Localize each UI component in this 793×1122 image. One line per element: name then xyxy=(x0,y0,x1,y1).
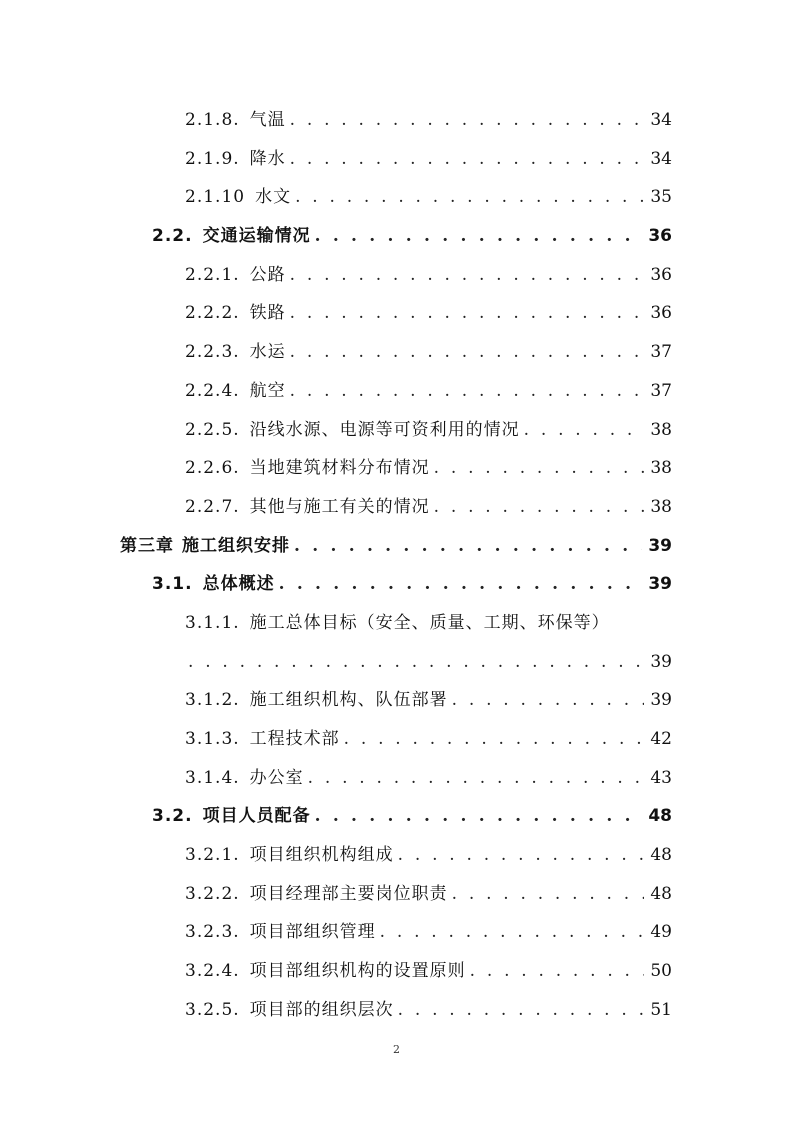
toc-entry-2-2-6[interactable] xyxy=(0,449,793,488)
toc-entry-page: 48 xyxy=(650,883,672,904)
table-of-contents xyxy=(0,101,793,1030)
toc-entry-2-1-10[interactable] xyxy=(0,178,793,217)
toc-entry-title: 项目人员配备 xyxy=(202,806,311,827)
toc-dot-leader xyxy=(290,333,645,372)
toc-entry-number: 2.2.4. xyxy=(185,380,240,401)
toc-dot-leader xyxy=(315,217,643,256)
toc-entry-number: 3.1.1. xyxy=(185,612,240,633)
toc-dot-leader xyxy=(290,140,645,179)
toc-entry-title: 项目经理部主要岗位职责 xyxy=(249,883,448,904)
toc-entry-number: 2.2. xyxy=(152,226,193,247)
toc-entry-3-2-5[interactable] xyxy=(0,991,793,1030)
toc-entry-title: 办公室 xyxy=(249,767,304,788)
toc-entry-2-2-1[interactable] xyxy=(0,256,793,295)
toc-entry-2-1-8[interactable] xyxy=(0,101,793,140)
toc-entry-number: 第三章 xyxy=(120,535,174,556)
toc-entry-page: 37 xyxy=(650,342,672,363)
toc-entry-2-1-9[interactable] xyxy=(0,140,793,179)
toc-entry-title: 项目部组织管理 xyxy=(249,922,376,943)
toc-dot-leader xyxy=(290,294,645,333)
toc-dot-leader xyxy=(308,759,645,798)
toc-entry-3-1-2[interactable] xyxy=(0,681,793,720)
page-number: 2 xyxy=(393,1043,400,1056)
toc-entry-page: 43 xyxy=(650,767,672,788)
toc-entry-number: 3.2.2. xyxy=(185,883,240,904)
toc-entry-3-2-1[interactable] xyxy=(0,836,793,875)
toc-dot-leader xyxy=(434,449,645,488)
toc-entry-page: 39 xyxy=(650,690,672,711)
toc-entry-title: 水运 xyxy=(249,342,286,363)
toc-entry-number: 3.2. xyxy=(152,806,193,827)
toc-entry-3-2-4[interactable] xyxy=(0,952,793,991)
toc-dot-leader xyxy=(452,875,645,914)
toc-entry-page: 38 xyxy=(650,458,672,479)
toc-entry-2-2-7[interactable] xyxy=(0,488,793,527)
toc-entry-title: 项目部的组织层次 xyxy=(249,999,394,1020)
toc-entry-3-1-1-continuation[interactable] xyxy=(0,643,793,682)
toc-entry-title: 交通运输情况 xyxy=(202,226,311,247)
toc-entry-page: 34 xyxy=(650,110,672,130)
toc-entry-number: 3.1. xyxy=(152,574,193,595)
toc-dot-leader xyxy=(294,527,642,566)
toc-dot-leader xyxy=(380,913,645,952)
toc-entry-3-2-3[interactable] xyxy=(0,913,793,952)
toc-entry-number: 2.2.2. xyxy=(185,303,240,324)
toc-dot-leader xyxy=(290,372,645,411)
toc-entry-3-2[interactable] xyxy=(0,797,793,836)
toc-dot-leader xyxy=(434,488,645,527)
toc-entry-3-1-4[interactable] xyxy=(0,759,793,798)
toc-entry-2-2-5[interactable] xyxy=(0,411,793,450)
toc-entry-page: 48 xyxy=(650,845,672,866)
toc-dot-leader xyxy=(315,797,643,836)
toc-entry-title: 总体概述 xyxy=(202,574,275,595)
toc-entry-title: 施工组织机构、队伍部署 xyxy=(249,690,448,711)
toc-dot-leader xyxy=(344,720,645,759)
toc-entry-2-2-3[interactable] xyxy=(0,333,793,372)
toc-entry-page: 39 xyxy=(650,651,672,672)
toc-entry-title: 施工总体目标（安全、质量、工期、环保等） xyxy=(249,612,610,633)
toc-entry-3-1-3[interactable] xyxy=(0,720,793,759)
toc-dot-leader xyxy=(452,681,645,720)
toc-entry-title: 其他与施工有关的情况 xyxy=(249,496,430,517)
toc-entry-page: 48 xyxy=(648,806,672,827)
toc-entry-chapter-3[interactable] xyxy=(0,527,793,566)
toc-entry-number: 2.2.3. xyxy=(185,342,240,363)
toc-entry-title: 沿线水源、电源等可资利用的情况 xyxy=(249,419,520,440)
toc-entry-number: 2.1.9. xyxy=(185,148,240,169)
toc-dot-leader xyxy=(524,411,645,450)
toc-entry-title: 气温 xyxy=(249,110,286,130)
toc-entry-title: 降水 xyxy=(249,148,286,169)
toc-dot-leader xyxy=(470,952,645,991)
toc-dot-leader xyxy=(290,256,645,295)
toc-entry-title: 施工组织安排 xyxy=(182,535,290,556)
toc-entry-title: 项目组织机构组成 xyxy=(249,845,394,866)
toc-entry-number: 3.2.5. xyxy=(185,999,240,1020)
toc-entry-3-2-2[interactable] xyxy=(0,875,793,914)
toc-entry-page: 49 xyxy=(650,922,672,943)
toc-entry-3-1[interactable] xyxy=(0,565,793,604)
toc-entry-title: 水文 xyxy=(255,187,292,208)
toc-dot-leader xyxy=(290,101,645,140)
toc-entry-number: 2.2.6. xyxy=(185,458,240,479)
toc-entry-page: 42 xyxy=(650,729,672,749)
toc-entry-number: 3.2.3. xyxy=(185,922,240,943)
toc-dot-leader xyxy=(398,836,645,875)
toc-entry-page: 35 xyxy=(650,187,672,208)
toc-dot-leader xyxy=(188,643,644,682)
toc-entry-title: 工程技术部 xyxy=(249,729,340,749)
toc-entry-page: 39 xyxy=(648,535,672,556)
toc-entry-title: 航空 xyxy=(249,380,286,401)
toc-entry-number: 2.2.5. xyxy=(185,419,240,440)
toc-entry-number: 2.1.8. xyxy=(185,110,240,130)
toc-entry-2-2-2[interactable] xyxy=(0,294,793,333)
toc-entry-page: 38 xyxy=(650,419,672,440)
toc-dot-leader xyxy=(279,565,643,604)
toc-entry-page: 37 xyxy=(650,380,672,401)
toc-entry-number: 2.2.7. xyxy=(185,496,240,517)
toc-entry-page: 51 xyxy=(650,999,672,1020)
toc-entry-page: 34 xyxy=(650,148,672,169)
toc-entry-2-2-4[interactable] xyxy=(0,372,793,411)
toc-entry-title: 项目部组织机构的设置原则 xyxy=(249,961,466,982)
toc-entry-number: 3.1.2. xyxy=(185,690,240,711)
toc-entry-title: 公路 xyxy=(249,264,286,285)
toc-entry-number: 3.1.4. xyxy=(185,767,240,788)
toc-entry-number: 2.2.1. xyxy=(185,264,240,285)
toc-entry-page: 36 xyxy=(648,226,672,247)
toc-entry-number: 2.1.10 xyxy=(185,187,246,208)
toc-entry-number: 3.2.1. xyxy=(185,845,240,866)
toc-entry-page: 36 xyxy=(650,303,672,324)
toc-entry-page: 39 xyxy=(648,574,672,595)
toc-entry-number: 3.2.4. xyxy=(185,961,240,982)
toc-entry-number: 3.1.3. xyxy=(185,729,240,749)
toc-entry-page: 38 xyxy=(650,496,672,517)
toc-entry-3-1-1[interactable] xyxy=(0,604,793,643)
toc-dot-leader xyxy=(295,178,644,217)
toc-entry-title: 当地建筑材料分布情况 xyxy=(249,458,430,479)
toc-entry-page: 36 xyxy=(650,264,672,285)
toc-entry-page: 50 xyxy=(650,961,672,982)
toc-dot-leader xyxy=(398,991,645,1030)
toc-entry-2-2[interactable] xyxy=(0,217,793,256)
toc-entry-title: 铁路 xyxy=(249,303,286,324)
